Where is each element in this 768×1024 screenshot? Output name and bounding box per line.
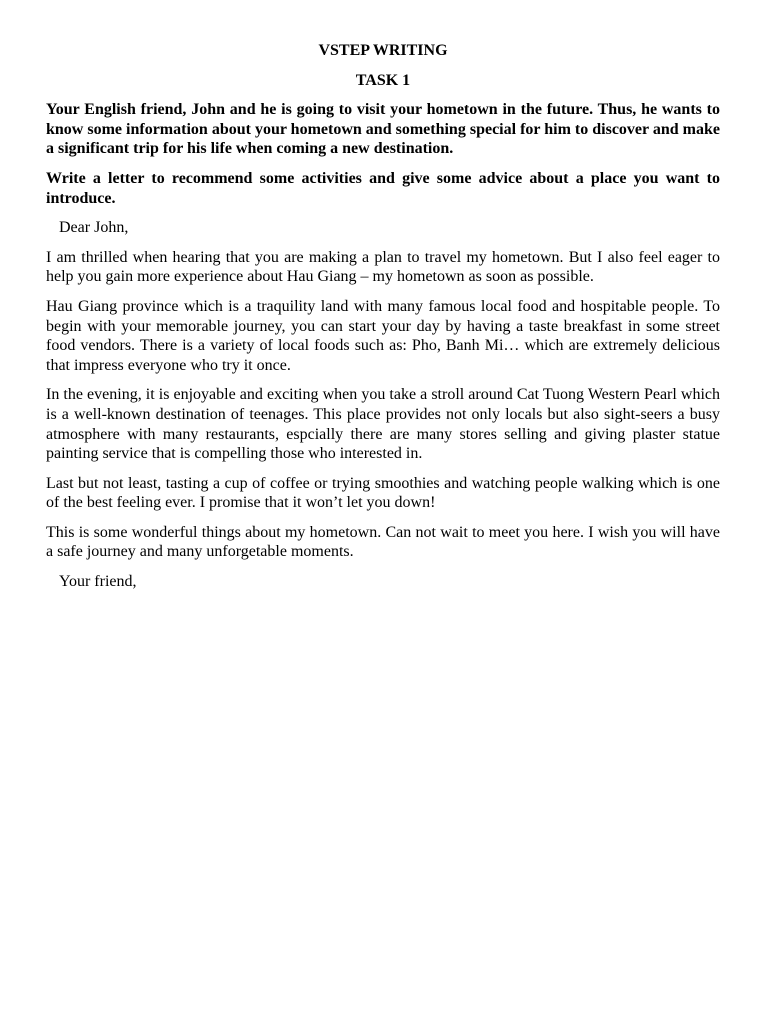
letter-paragraph-intro: I am thrilled when hearing that you are making a plan to travel my hometown. But I also feel eager to help you gain more experience about Hau Giang – my hometown as soon as possible. [46,248,720,286]
letter-greeting: Dear John, [59,219,129,237]
task-instruction-paragraph: Write a letter to recommend some activities and give some advice about a place you want to introduce. [46,169,720,207]
document-page [46,41,720,592]
letter-paragraph-coffee: Last but not least, tasting a cup of coffee or trying smoothies and watching people walking which is one of the best feeling ever. I promise that it won’t let you down! [46,474,720,512]
document-title: VSTEP WRITING [318,42,448,59]
letter-paragraph-evening: In the evening, it is enjoyable and exciting when you take a stroll around Cat Tuong Western Pearl which is a well-known destination of teenages. This place provides not only locals but also sight-seers a busy atmosphere with many restaurants, espcially there are many stores selling and giving plaster statue painting service that is compelling those who interested in. [46,386,720,463]
letter-closing: Your friend, [59,573,137,591]
task-prompt-paragraph: Your English friend, John and he is going to visit your hometown in the future. Thus, he wants to know some information about your hometown and something special for him to discover and make a significant trip for his life when coming a new destination. [46,101,720,158]
letter-paragraph-food: Hau Giang province which is a traquility land with many famous local food and hospitable people. To begin with your memorable journey, you can start your day by having a taste breakfast in some street food vendors. There is a variety of local foods such as: Pho, Banh Mi… which are extremely delicious that impress everyone who try it once. [46,297,720,374]
letter-paragraph-conclusion: This is some wonderful things about my hometown. Can not wait to meet you here. I wish you will have a safe journey and many unforgetable moments. [46,523,720,561]
task-label: TASK 1 [355,71,411,89]
